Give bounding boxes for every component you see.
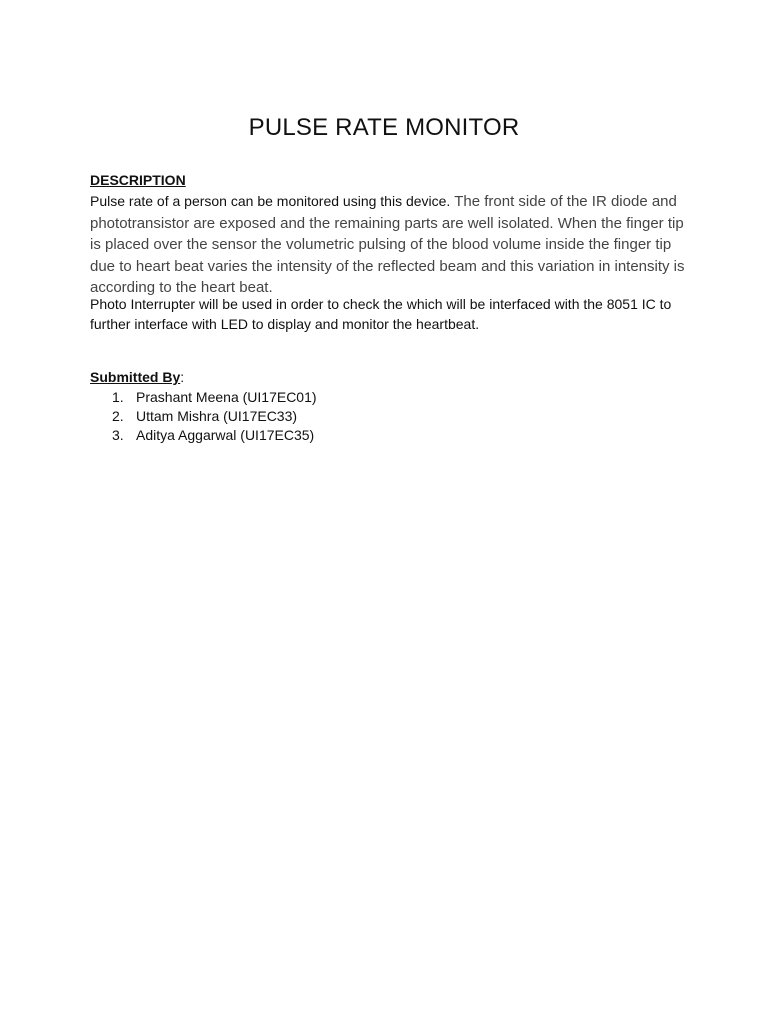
list-item-number: 3. <box>112 427 124 443</box>
description-detail-text: The front side of the IR diode and phototransistor are exposed and the remaining parts are well isolated. When the finger tip is placed over the sensor the volumetric pulsing of the blood volume inside the finger tip due to heart beat varies the intensity of the reflected beam and this variation in intensity is according to the heart beat. <box>90 193 685 296</box>
author-name: Aditya Aggarwal (UI17EC35) <box>136 427 315 443</box>
submitted-by-line <box>90 369 184 385</box>
author-name: Prashant Meena (UI17EC01) <box>136 389 317 405</box>
list-item <box>90 407 317 426</box>
list-item <box>90 426 317 445</box>
description-paragraph-2: Photo Interrupter will be used in order to check the which will be interfaced with the 8051 IC to further interface with LED to display and monitor the heartbeat. <box>90 296 672 332</box>
description-heading: DESCRIPTION <box>90 172 186 188</box>
document-title: PULSE RATE MONITOR <box>248 114 520 141</box>
description-intro-text: Pulse rate of a person can be monitored using this device. <box>90 193 455 209</box>
list-item <box>90 388 317 407</box>
description-paragraph <box>90 191 690 299</box>
list-item-number: 2. <box>112 408 124 424</box>
submitted-by-colon: : <box>180 369 185 385</box>
author-name: Uttam Mishra (UI17EC33) <box>136 408 298 424</box>
list-item-number: 1. <box>112 389 124 405</box>
authors-list <box>90 388 317 445</box>
submitted-by-label: Submitted By <box>90 369 181 385</box>
